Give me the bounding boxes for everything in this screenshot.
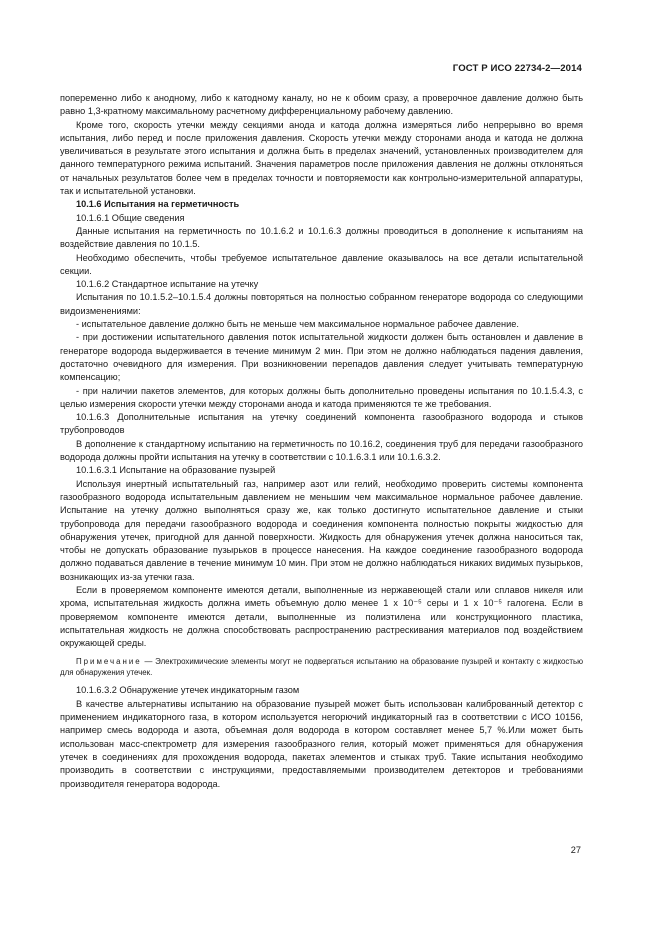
list-item: - испытательное давление должно быть не меньше чем максимальное нормальное рабочее давление. [76,319,519,330]
paragraph: Кроме того, скорость утечки между секциями анода и катода должна измеряться либо непрерывно во время испытания, либо перед и после приложения давления. Скорость утечки между сторонами анода и катода не должна увеличиваться в результате этого испытания и должна быть в пределах значений, установленных производителем для данного температурного режима испытаний. Значения параметров после приложения давления не должны отклоняться от начальных результатов более чем в пределах точности и повторяемости как контрольно-измерительной аппаратуры, так и испытательной установки. [60,119,583,197]
page-number: 27 [570,845,581,855]
subsection-heading: 10.1.6.1 Общие сведения [76,212,185,223]
paragraph: В дополнение к стандартному испытанию на герметичность по 10.16.2, соединения труб для передачи газообразного водорода должны пройти испытания на утечку в соответствии с 10.1.6.3.1 или 10.1.6.3.2. [60,438,583,463]
section-heading: 10.1.6 Испытания на герметичность [76,199,240,210]
paragraph: Необходимо обеспечить, чтобы требуемое испытательное давление оказывалось на все детали испытательной секции. [60,252,583,276]
paragraph: Данные испытания на герметичность по 10.1.6.2 и 10.1.6.3 должны проводиться в дополнение к испытаниям на воздействие давления по 10.1.5. [60,225,583,250]
subsection-heading: 10.1.6.2 Стандартное испытание на утечку [76,279,259,290]
note-text: — Электрохимические элементы могут не подвергаться испытанию на образование пузырей и контакту с жидкостью для обнаружения утечек. [60,657,583,678]
document-body [60,92,583,791]
note [60,656,583,678]
subsection-heading: 10.1.6.3.1 Испытание на образование пузырей [76,465,276,476]
paragraph: попеременно либо к анодному, либо к катодному каналу, но не к обоим сразу, а проверочное давление должно быть равно 1,3-кратному максимальному расчетному дифференциальному рабочему давлению. [60,93,583,117]
document-header: ГОСТ Р ИСО 22734-2—2014 [452,63,582,74]
subsection-heading: 10.1.6.3 Дополнительные испытания на утечку соединений компонента газообразного водорода и стыков трубопроводов [60,412,583,436]
list-item: - при наличии пакетов элементов, для которых должны быть дополнительно проведены испытания по 10.1.5.4.3, с целью измерения скорости утечки между сторонами анода и катода применяются те же требования. [60,385,583,409]
paragraph: Испытания по 10.1.5.2–10.1.5.4 должны повторяться на полностью собранном генераторе водорода со следующими видоизменениями: [60,292,583,316]
list-item: - при достижении испытательного давления поток испытательной жидкости должен быть остановлен и давление в генераторе водорода выдерживается в течение минимум 2 мин. При этом не должно наблюдаться падения давления, достаточно очевидного для измерения. При возникновении перепадов давления следует учитывать температурную компенсацию; [60,332,583,383]
paragraph: В качестве альтернативы испытанию на образование пузырей может быть использован калиброванный детектор с применением индикаторного газа, в котором используется негорючий индикаторный газ в соответствии с ИСО 10156, например смесь водорода и азота, объемная доля водорода в котором составляет менее 5,7 %.Или может быть использован масс-спектрометр для измерения газообразного гелия, который может применяться для обнаружения утечек в соединениях для прохождения водорода, пакетах элементов и стыках труб. Такие испытания необходимо производить в соответствии с инструкциями, предоставляемыми производителем детекторов и требованиями производителя генератора водорода. [60,698,583,789]
note-label: Примечание [76,657,142,667]
paragraph: Если в проверяемом компоненте имеются детали, выполненные из нержавеющей стали или сплавов никеля или хрома, испытательная жидкость должна иметь объемную долю менее 1 x 10⁻⁵ серы и 1 x 10⁻⁵ галогена. Если в проверяемом компоненте имеются детали, выполненные из полиэтилена или конструкционного пластика, испытательная жидкость не должна способствовать распространению растрескивания материалов под воздействием окружающей среды. [60,584,583,649]
paragraph: Используя инертный испытательный газ, например азот или гелий, необходимо проверить системы компонента газообразного водорода испытательным давлением не меньшим чем максимальное нормальное рабочее давление. Испытание на утечку должно выполняться сразу же, как только достигнуто испытательное давление и стыки трубопровода для передачи газообразного водорода и соединения компонента полностью покрыты жидкостью для обнаружения утечек, пригодной для данной поверхности. Жидкость для обнаружения утечек должна наноситься так, чтобы не допускать образование пузырьков в процессе нанесения. На каждое соединение газообразного водорода должно подаваться давление в течение минимум 10 мин. При этом не должно наблюдаться никаких видимых пузырьков, возникающих из-за утечки газа. [60,478,583,582]
subsection-heading: 10.1.6.3.2 Обнаружение утечек индикаторным газом [76,685,300,696]
